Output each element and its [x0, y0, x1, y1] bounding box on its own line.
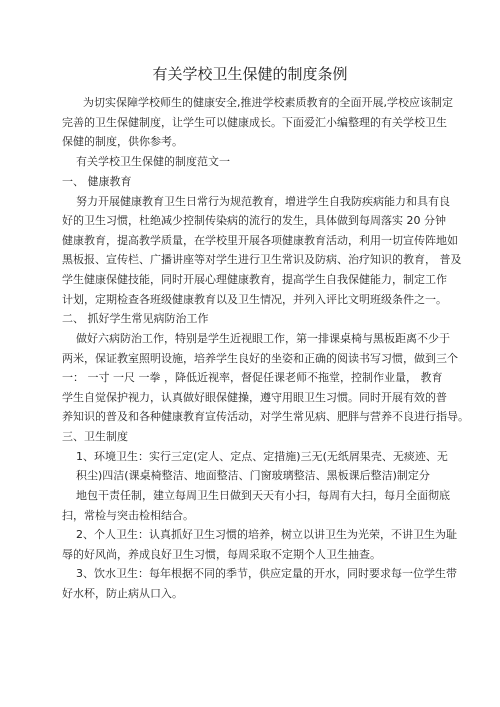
body-line: 一、 健康教育 — [62, 175, 132, 188]
body-line: 努力开展健康教育卫生日常行为规范教育，增进学生自我防疾病能力和具有良 — [76, 195, 450, 208]
body-line: 有关学校卫生保健的制度范文一 — [76, 155, 230, 168]
body-line: 3、饮水卫生：每年根据不同的季节，供应定量的开水，同时要求每一位学生带 — [76, 567, 457, 580]
body-line: 1、环境卫生：实行三定(定人、定点、定措施)三无(无纸屑果壳、无痰迹、无 — [76, 450, 448, 463]
body-line: 学生健康保健技能，同时开展心理健康教育，提高学生自我保健能力，制定工作 — [62, 273, 447, 286]
body-line: 养知识的普及和各种健康教育宣传活动，对学生常见病、肥胖与营养不良进行指导。 — [62, 410, 469, 423]
body-line: 地包干责任制，建立每周卫生日做到天天有小扫，每周有大扫，每月全面彻底 — [76, 489, 450, 502]
body-line: 一： 一寸 一尺 一拳 ，降低近视率，督促任课老师不拖堂，控制作业量， 教育 — [62, 371, 443, 384]
body-line: 计划，定期检查各班级健康教育以及卫生情况，并列入评比文明班级条件之一。 — [62, 293, 447, 306]
body-line: 扫，常检与突击检相结合。 — [62, 509, 194, 522]
body-line: 辱的好风尚，养成良好卫生习惯，每周采取不定期个人卫生抽查。 — [62, 548, 381, 561]
body-line: 两米，保证教室照明设施，培养学生良好的坐姿和正确的阅读书写习惯，做到三个 — [62, 352, 458, 365]
body-line: 做好六病防治工作，特别是学生近视眼工作，第一排课桌椅与黑板距离不少于 — [76, 332, 450, 345]
body-line: 2、个人卫生：认真抓好卫生习惯的培养，树立以讲卫生为光荣，不讲卫生为耻 — [76, 528, 457, 541]
body-line: 健康教育，提高教学质量，在学校里开展各项健康教育活动，利用一切宣传阵地如 — [62, 234, 458, 247]
body-line: 学生自觉保护视力，认真做好眼保健操，遵守用眼卫生习惯。同时开展有效的普 — [62, 391, 447, 404]
body-line: 为切实保障学校师生的健康安全,推进学校素质教育的全面开展,学校应该制定 — [83, 96, 453, 109]
document-title: 有关学校卫生保健的制度条例 — [152, 65, 348, 83]
body-line: 积尘)四洁(课桌椅整洁、地面整洁、门窗玻璃整洁、黑板课后整洁)制定分 — [76, 469, 430, 482]
body-line: 完善的卫生保健制度，让学生可以健康成长。下面爱汇小编整理的有关学校卫生 — [62, 116, 447, 129]
body-line: 二、 抓好学生常见病防治工作 — [62, 312, 209, 325]
body-line: 好水杯，防止病从口入。 — [62, 587, 183, 600]
body-line: 好的卫生习惯，杜绝减少控制传染病的流行的发生，具体做到每周落实 20 分钟 — [62, 214, 446, 227]
body-line: 保健的制度，供你参考。 — [62, 135, 183, 148]
body-line: 三、卫生制度 — [62, 430, 128, 443]
body-line: 黑板报、宣传栏、广播讲座等对学生进行卫生常识及防病、治疗知识的教育， 普及 — [62, 253, 462, 266]
